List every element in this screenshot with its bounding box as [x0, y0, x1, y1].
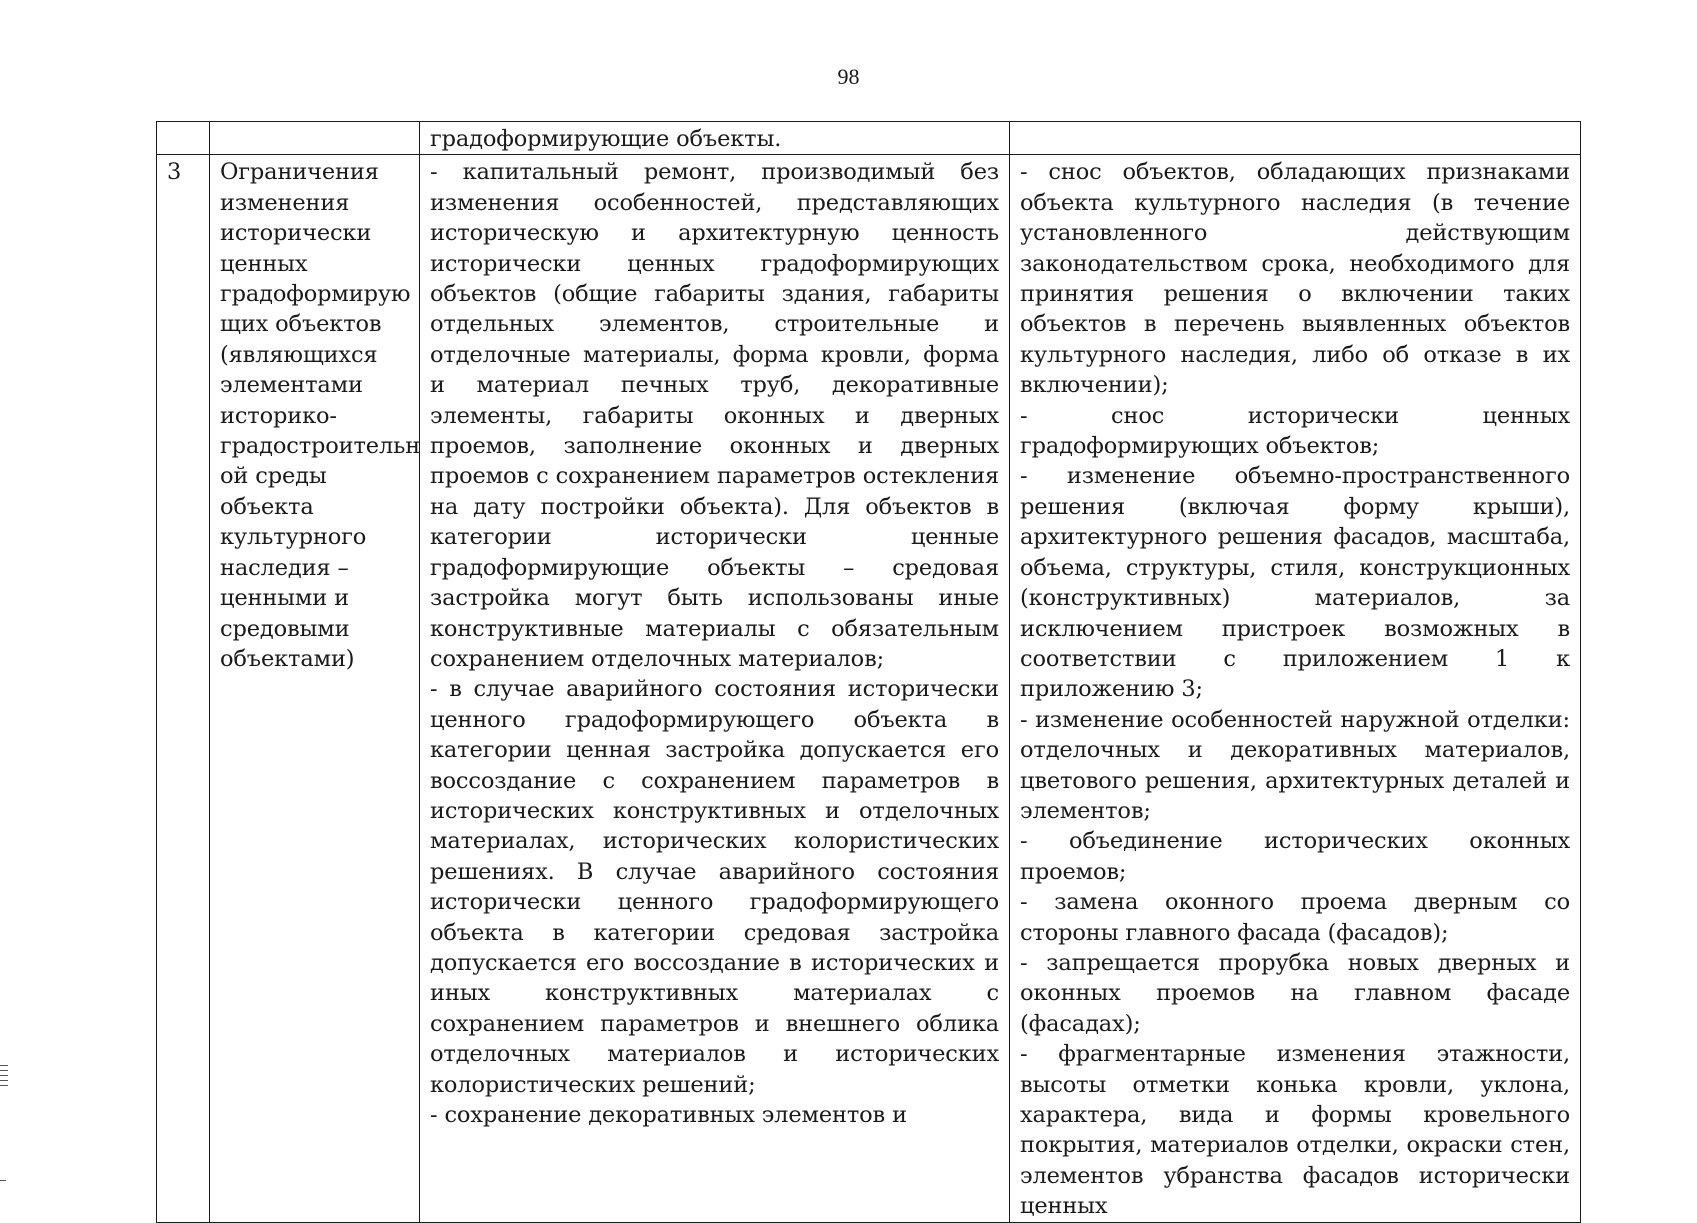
forbidden-item: - объединение исторических оконных проемов; — [1020, 828, 1570, 885]
cell-allowed-continuation: градоформирующие объекты. — [420, 122, 1010, 155]
cell-name-empty — [210, 122, 420, 155]
restriction-name: Ограничения изменения исторически ценных градоформирую щих объектов (являющихся элементами историко-градостроительн ой среды объекта культурного наследия – ценными и средовыми объектами) — [210, 155, 420, 1222]
row-number: 3 — [157, 155, 210, 1222]
allowed-works-cell — [420, 155, 1010, 1222]
scan-margin-mark — [0, 1180, 6, 1181]
page-number: 98 — [837, 64, 860, 89]
allowed-item: - сохранение декоративных элементов и — [430, 1102, 907, 1128]
forbidden-item: - снос исторически ценных градоформирующих объектов; — [1020, 402, 1570, 460]
forbidden-item: - запрещается прорубка новых дверных и оконных проемов на главном фасаде (фасадах); — [1020, 949, 1570, 1037]
restrictions-table — [156, 121, 1581, 1223]
table-row-3 — [157, 155, 1581, 1222]
cell-forbidden-empty — [1010, 122, 1581, 155]
cell-num-empty — [157, 122, 210, 155]
scan-margin-marks — [0, 1065, 8, 1090]
forbidden-item: - изменение особенностей наружной отделки: отделочных и декоративных материалов, цветового решения, архитектурных деталей и элементов; — [1020, 706, 1570, 824]
forbidden-works-cell — [1010, 155, 1581, 1222]
allowed-item: - в случае аварийного состояния исторически ценного градоформирующего объекта в категории ценная застройка допускается его воссоздание с сохранением параметров в исторических конструктивных и отделочных материалах, исторических колористических решениях. В случае аварийного состояния исторически ценного градоформирующего объекта в категории средовая застройка допускается его воссоздание в исторических и иных конструктивных материалах с сохранением параметров и внешнего облика отделочных материалов и исторических колористических решений; — [430, 676, 999, 1098]
forbidden-item: - фрагментарные изменения этажности, высоты отметки конька кровли, уклона, характера, вида и формы кровельного покрытия, материалов отделки, окраски стен, элементов убранства фасадов исторически ценных — [1020, 1041, 1570, 1220]
allowed-item: - капитальный ремонт, производимый без изменения особенностей, представляющих историческую и архитектурную ценность исторически ценных градоформирующих объектов (общие габариты здания, габариты отдельных элементов, строительные и отделочные материалы, форма кровли, форма и материал печных труб, декоративные элементы, габариты оконных и дверных проемов, заполнение оконных и дверных проемов с сохранением параметров остекления на дату постройки объекта). Для объектов в категории исторически ценные градоформирующие объекты – средовая застройка могут быть использованы иные конструктивные материалы с обязательным сохранением отделочных материалов; — [430, 159, 999, 672]
forbidden-item: - замена оконного проема дверным со стороны главного фасада (фасадов); — [1020, 889, 1570, 946]
table-row-continuation — [157, 122, 1581, 155]
forbidden-item: - снос объектов, обладающих признаками объекта культурного наследия (в течение установленного действующим законодательством срока, необходимого для принятия решения о включении таких объектов в перечень выявленных объектов культурного наследия, либо об отказе в их включении); — [1020, 159, 1570, 399]
forbidden-item: - изменение объемно-пространственного решения (включая форму крыши), архитектурного решения фасадов, масштаба, объема, структуры, стиля, конструкционных (конструктивных) материалов, за исключением пристроек возможных в соответствии с приложением 1 к приложению 3; — [1020, 463, 1570, 703]
